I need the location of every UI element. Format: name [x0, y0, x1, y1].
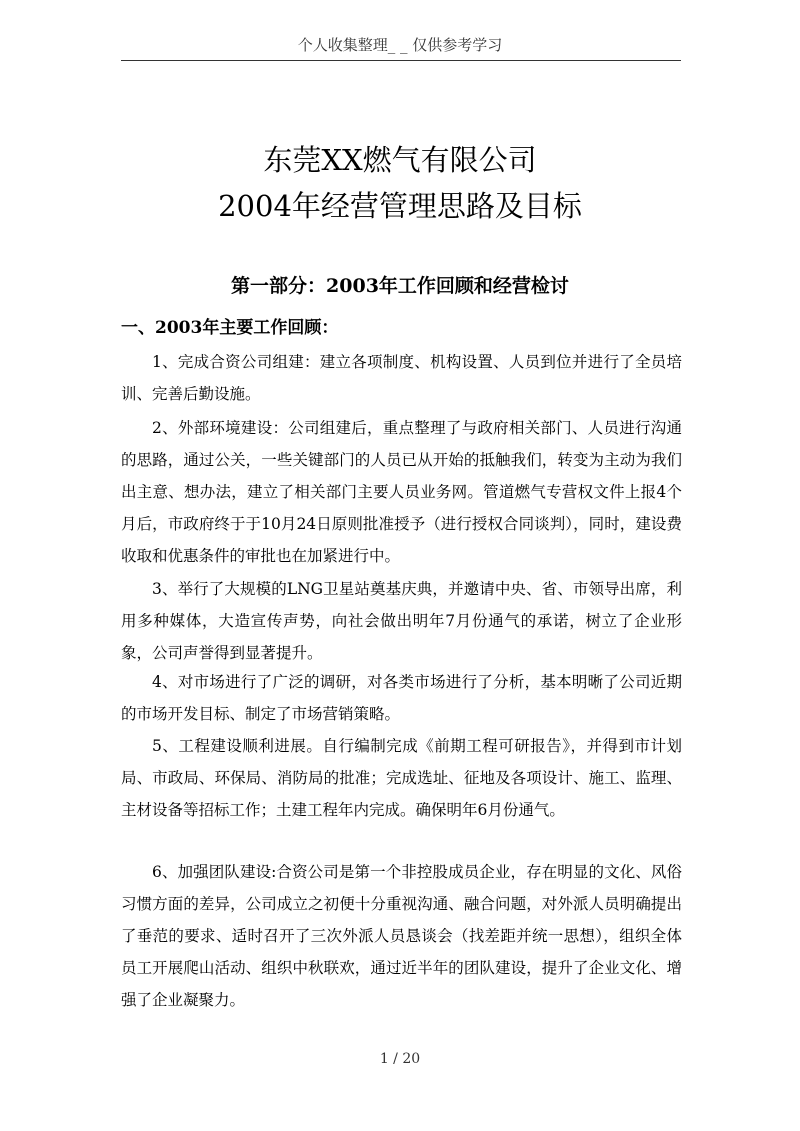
part-heading: 第一部分：2003年工作回顾和经营检讨	[231, 275, 569, 297]
paragraph-6: 6、加强团队建设:合资公司是第一个非控股成员企业，存在明显的文化、风俗习惯方面的差异，公司成立之初便十分重视沟通、融合问题，对外派人员明确提出了垂范的要求、适时召开了三次外派人员恳谈会（找差距并统一思想），组织全体员工开展爬山活动、组织中秋联欢，通过近半年的团队建设，提升了企业文化、增强了企业凝聚力。	[121, 863, 682, 1009]
paragraph-5: 5、工程建设顺利进展。自行编制完成《前期工程可研报告》，并得到市计划局、市政局、环保局、消防局的批准；完成选址、征地及各项设计、施工、监理、主材设备等招标工作；土建工程年内完成。确保明年6月份通气。	[121, 737, 682, 819]
page-number: 1 / 20	[379, 1051, 421, 1067]
section-heading: 一、2003年主要工作回顾：	[121, 318, 339, 338]
paragraph-3: 3、举行了大规模的LNG卫星站奠基庆典，并邀请中央、省、市领导出席，利用多种媒体，大造宣传声势，向社会做出明年7月份通气的承诺，树立了企业形象，公司声誉得到显著提升。	[121, 580, 682, 662]
paragraph-4: 4、对市场进行了广泛的调研，对各类市场进行了分析，基本明晰了公司近期的市场开发目标、制定了市场营销策略。	[121, 673, 682, 723]
paragraph-2: 2、外部环境建设：公司组建后，重点整理了与政府相关部门、人员进行沟通的思路，通过公关，一些关键部门的人员已从开始的抵触我们，转变为主动为我们出主意、想办法，建立了相关部门主要人员业务网。管道燃气专营权文件上报4个月后，市政府终于于10月24日原则批准授予（进行授权合同谈判），同时，建设费收取和优惠条件的审批也在加紧进行中。	[121, 419, 682, 565]
document-title-subject: 2004年经营管理思路及目标	[218, 189, 582, 223]
document-title-company: 东莞XX燃气有限公司	[263, 143, 537, 177]
paragraph-1: 1、完成合资公司组建：建立各项制度、机构设置、人员到位并进行了全员培训、完善后勤设施。	[121, 353, 682, 403]
page-header-text: 个人收集整理_ _ 仅供参考学习	[297, 36, 503, 54]
header-divider	[121, 60, 681, 61]
